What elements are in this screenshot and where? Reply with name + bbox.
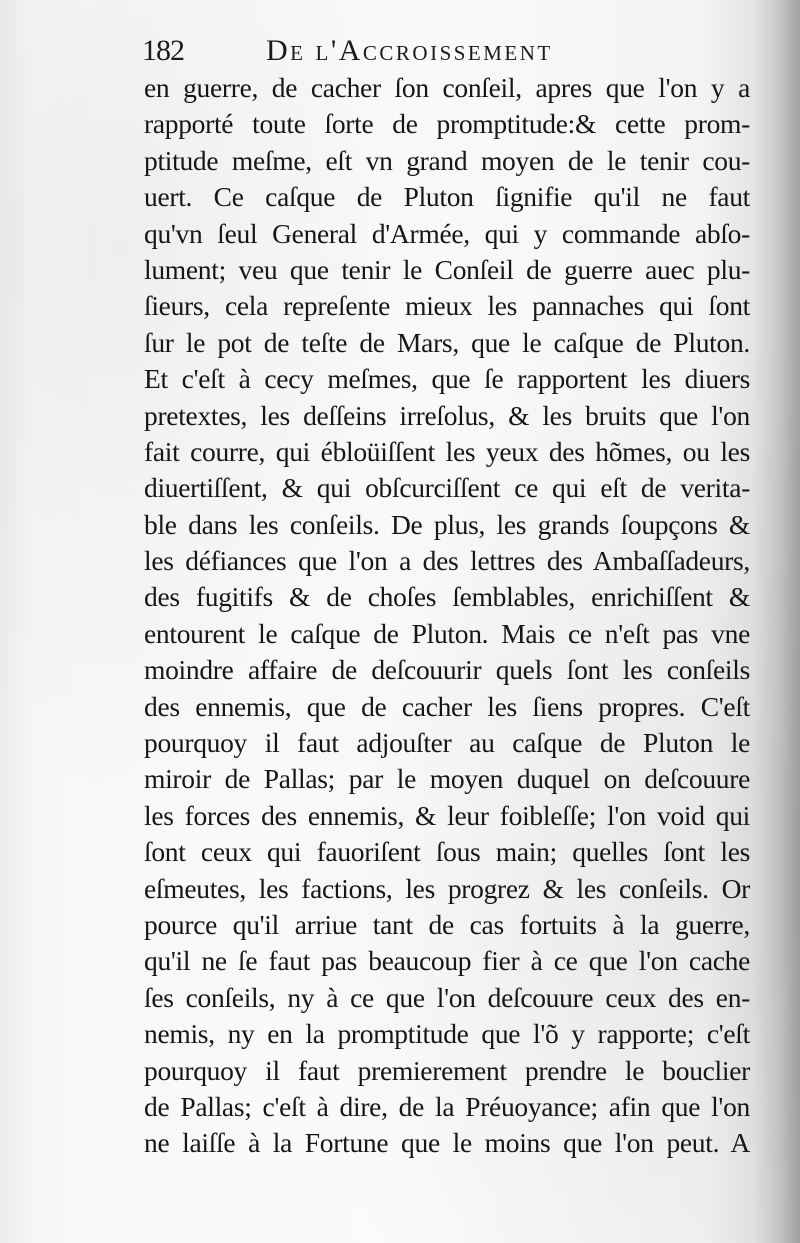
text-line: miroir de Pallas; par le moyen duquel on deſcouure <box>144 763 750 795</box>
text-line: ne laiſſe à la Fortune que le moins que l'on peut. A <box>144 1127 750 1159</box>
body-text <box>144 70 750 1162</box>
text-line: qu'vn ſeul General d'Armée, qui y commande abſo- <box>144 217 750 249</box>
text-line: les défiances que l'on a des lettres des Ambaſſadeurs, <box>144 545 750 577</box>
text-line: fait courre, qui ébloüiſſent les yeux des hõmes, ou les <box>144 435 750 467</box>
page-header <box>142 28 742 72</box>
text-line: qu'il ne ſe faut pas beaucoup fier à ce que l'on cache <box>144 945 750 977</box>
text-line: Et c'eſt à cecy meſmes, que ſe rapportent les diuers <box>144 363 750 395</box>
text-line: des ennemis, que de cacher les ſiens propres. C'eſt <box>144 690 750 722</box>
text-line: ſes conſeils, ny à ce que l'on deſcouure ceux des en- <box>144 981 750 1013</box>
text-line: les forces des ennemis, & leur foibleſſe; l'on void qui <box>144 799 750 831</box>
text-line: ble dans les conſeils. De plus, les grands ſoupçons & <box>144 508 750 540</box>
text-line: rapporté toute ſorte de promptitude:& cette prom- <box>144 108 750 140</box>
text-line: lument; veu que tenir le Conſeil de guerre auec plu- <box>144 253 750 285</box>
page-number: 182 <box>142 34 184 67</box>
text-line: pourquoy il faut premierement prendre le bouclier <box>144 1054 750 1086</box>
text-line: pourquoy il faut adjouſter au caſque de Pluton le <box>144 727 750 759</box>
text-line: uert. Ce caſque de Pluton ſignifie qu'il ne faut <box>144 181 750 213</box>
page-gutter-shadow <box>752 0 800 1243</box>
text-line: pretextes, les deſſeins irreſolus, & les bruits que l'on <box>144 399 750 431</box>
text-line: nemis, ny en la promptitude que l'õ y rapporte; c'eſt <box>144 1018 750 1050</box>
text-line: ſont ceux qui fauoriſent ſous main; quelles ſont les <box>144 836 750 868</box>
text-line: ptitude meſme, eſt vn grand moyen de le tenir cou- <box>144 144 750 176</box>
text-line: pource qu'il arriue tant de cas fortuits à la guerre, <box>144 908 750 940</box>
text-line: de Pallas; c'eſt à dire, de la Préuoyance; afin que l'on <box>144 1090 750 1122</box>
running-head: De l'Accroissement <box>266 34 553 67</box>
text-line: en guerre, de cacher ſon conſeil, apres que l'on y a <box>144 72 750 103</box>
text-line: ſieurs, cela repreſente mieux les pannaches qui ſont <box>144 290 750 322</box>
text-line: moindre affaire de deſcouurir quels ſont les conſeils <box>144 654 750 686</box>
text-line: entourent le caſque de Pluton. Mais ce n'eſt pas vne <box>144 617 750 649</box>
text-line: ſur le pot de teſte de Mars, que le caſque de Pluton. <box>144 326 750 358</box>
text-line: diuertiſſent, & qui obſcurciſſent ce qui eſt de verita- <box>144 472 750 504</box>
text-line: eſmeutes, les factions, les progrez & les conſeils. Or <box>144 872 750 904</box>
text-line: des fugitifs & de choſes ſemblables, enrichiſſent & <box>144 581 750 613</box>
